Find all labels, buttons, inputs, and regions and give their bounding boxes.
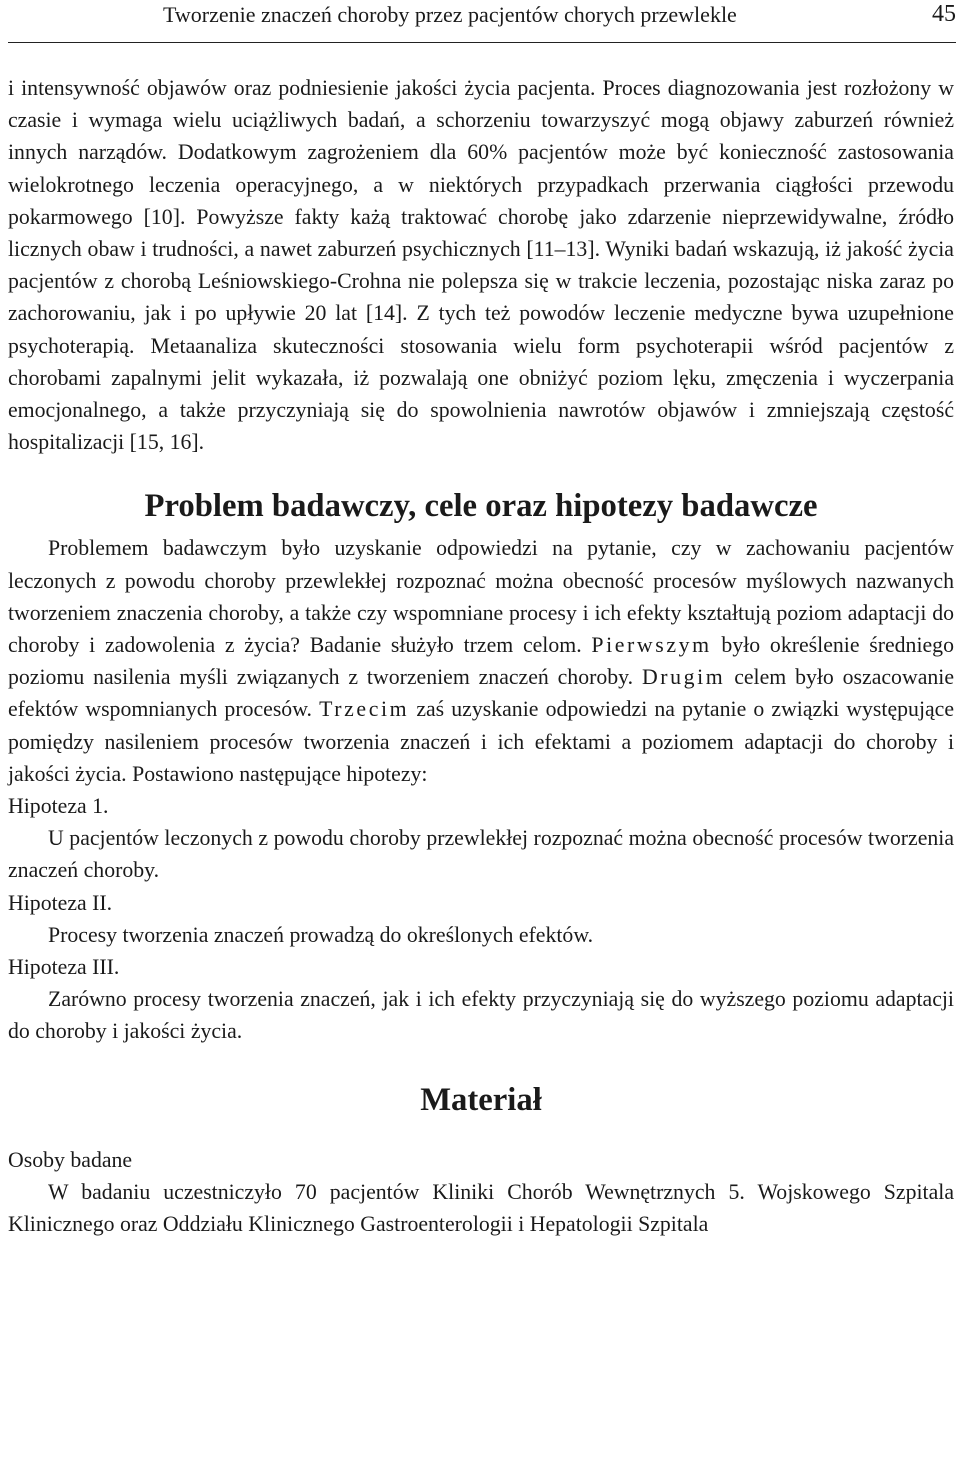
emphasis-first: Pierwszym [591,633,712,658]
page-number: 45 [932,1,956,27]
running-title: Tworzenie znaczeń choroby przez pacjentów chorych przewlekle [163,2,737,27]
intro-paragraph: i intensywność objawów oraz podniesienie jakości życia pacjenta. Proces diagnozowania jest rozłożony w czasie i wymaga wielu uciążliwych badań, a schorzeniu towarzyszyć mogą objawy zaburzeń również innych narządów. Dodatkowym zagrożeniem dla 60% pacjentów może być konieczność zastosowania wielokrotnego leczenia operacyjnego, a w niektórych przypadkach przerwania ciągłości przewodu pokarmowego [10]. Powyższe fakty każą traktować chorobę jako zdarzenie nieprzewidywalne, źródło licznych obaw i trudności, a nawet zaburzeń psychicznych [11–13]. Wyniki badań wskazują, iż jakość życia pacjentów z chorobą Leśniowskiego-Crohna nie polepsza się w trakcie leczenia, pozostając niska zaraz po zachorowaniu, jak i po upływie 20 lat [14]. Z tych też powodów leczenie medyczne bywa uzupełnione psychoterapią. Metaanaliza skuteczności stosowania wielu form psychoterapii wśród pacjentów z chorobami zapalnymi jelit wykazała, iż pozwalają one obniżyć poziom lęku, zmęczenia i wyczerpania emocjonalnego, a także przyczyniają się do spowolnienia nawrotów objawów i zmniejszają częstość hospitalizacji [15, 16]. [8,76,954,455]
problem-text-3: celem było oszacowanie efektów wspomnianych procesów. [8,665,955,722]
section-heading-material: Materiał [420,1081,542,1118]
hypothesis-3-label: Hipoteza III. [8,955,120,980]
problem-text-2: było określenie średniego poziomu nasilenia myśli związanych z tworzeniem znaczeń choroby. [8,633,954,690]
problem-text-1: Problemem badawczym było uzyskanie odpowiedzi na pytanie, czy w zachowaniu pacjentów leczonych z powodu choroby przewlekłej rozpoznać można obecność procesów myślowych nazwanych tworzeniem znaczenia choroby, a także czy wspomniane procesy i ich efekty kształtują poziom adaptacji do choroby i zadowolenia z życia? Badanie służyło trzem celom. [8,536,954,658]
hypothesis-2-text: Procesy tworzenia znaczeń prowadzą do określonych efektów. [48,922,594,947]
emphasis-second: Drugim [641,665,726,690]
page-body [8,72,954,1240]
problem-paragraph [8,532,954,790]
header-rule [8,42,956,43]
hypothesis-3-text: Zarówno procesy tworzenia znaczeń, jak i ich efekty przyczyniają się do wyższego poziomu adaptacji do choroby i jakości życia. [8,987,954,1044]
material-paragraph: W badaniu uczestniczyło 70 pacjentów Kliniki Chorób Wewnętrznych 5. Wojskowego Szpitala Klinicznego oraz Oddziału Klinicznego Gastroenterologii i Hepatologii Szpitala [8,1179,954,1236]
problem-text-4: zaś uzyskanie odpowiedzi na pytanie o związki występujące pomiędzy nasileniem procesów tworzenia znaczeń i ich efektami a poziomem adaptacji do choroby i jakości życia. Postawiono następujące hipotezy: [8,697,955,786]
page-header [0,0,960,44]
hypothesis-2-label: Hipoteza II. [8,890,113,915]
hypothesis-1-text: U pacjentów leczonych z powodu choroby przewlekłej rozpoznać można obecność procesów tworzenia znaczeń choroby. [8,826,954,883]
emphasis-third: Trzecim [319,697,410,722]
subheading-participants: Osoby badane [8,1147,133,1172]
section-heading-problem: Problem badawczy, cele oraz hipotezy badawcze [144,488,818,525]
hypothesis-1-label: Hipoteza 1. [8,794,109,819]
